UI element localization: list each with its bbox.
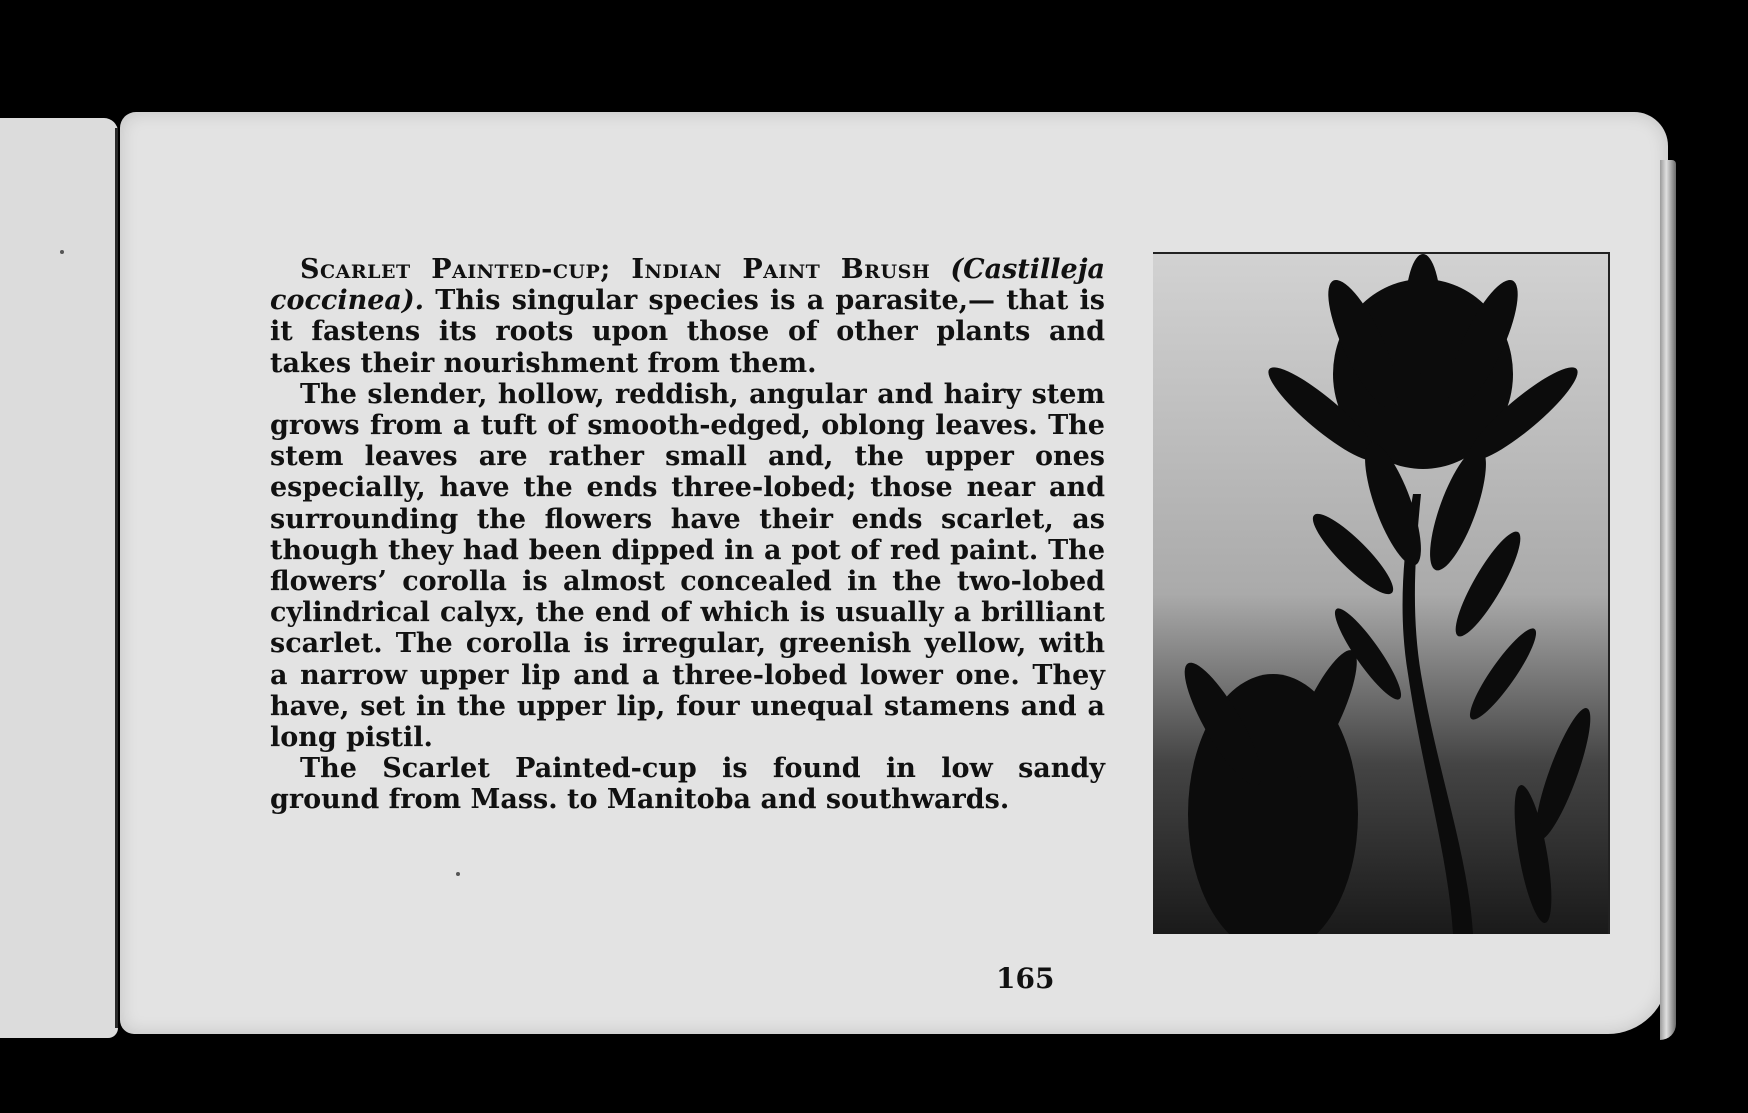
latin-name: (Castilleja coccinea). [270, 254, 1105, 317]
paragraph-1 [270, 254, 1105, 379]
paper-speck [456, 872, 460, 876]
paper-speck [60, 250, 64, 254]
paragraph-2: The slender, hollow, reddish, angular and hairy stem grows from a tuft of smooth-edged, oblong leaves. The stem leaves are rather small and, the upper ones especially, have the ends three-lobed; those near and surrounding the flowers have their ends scarlet, as though they had been dipped in a pot of red paint. The flowers’ corolla is almost concealed in the two-lobed cylindrical calyx, the end of which is usually a brilliant scarlet. The corolla is irregular, greenish yellow, with a narrow upper lip and a three-lobed lower one. They have, set in the upper lip, four unequal stamens and a long pistil. [270, 378, 1105, 754]
plant-illustration [1153, 252, 1610, 934]
scarlet-painted-cup-illustration [1153, 254, 1608, 934]
paragraph-1-body: This singular species is a parasite,— that is it fastens its roots upon those of other plants and takes their nourishment from them. [270, 285, 1105, 379]
page-stack-edge [1660, 160, 1676, 1040]
left-page-edge [115, 128, 118, 1028]
species-title: Scarlet Painted-cup; Indian Paint Brush [300, 254, 931, 285]
left-page [0, 118, 118, 1038]
page-number: 165 [996, 962, 1055, 995]
paragraph-3: The Scarlet Painted-cup is found in low sandy ground from Mass. to Manitoba and southwards. [270, 753, 1105, 816]
page-text [270, 254, 1105, 816]
